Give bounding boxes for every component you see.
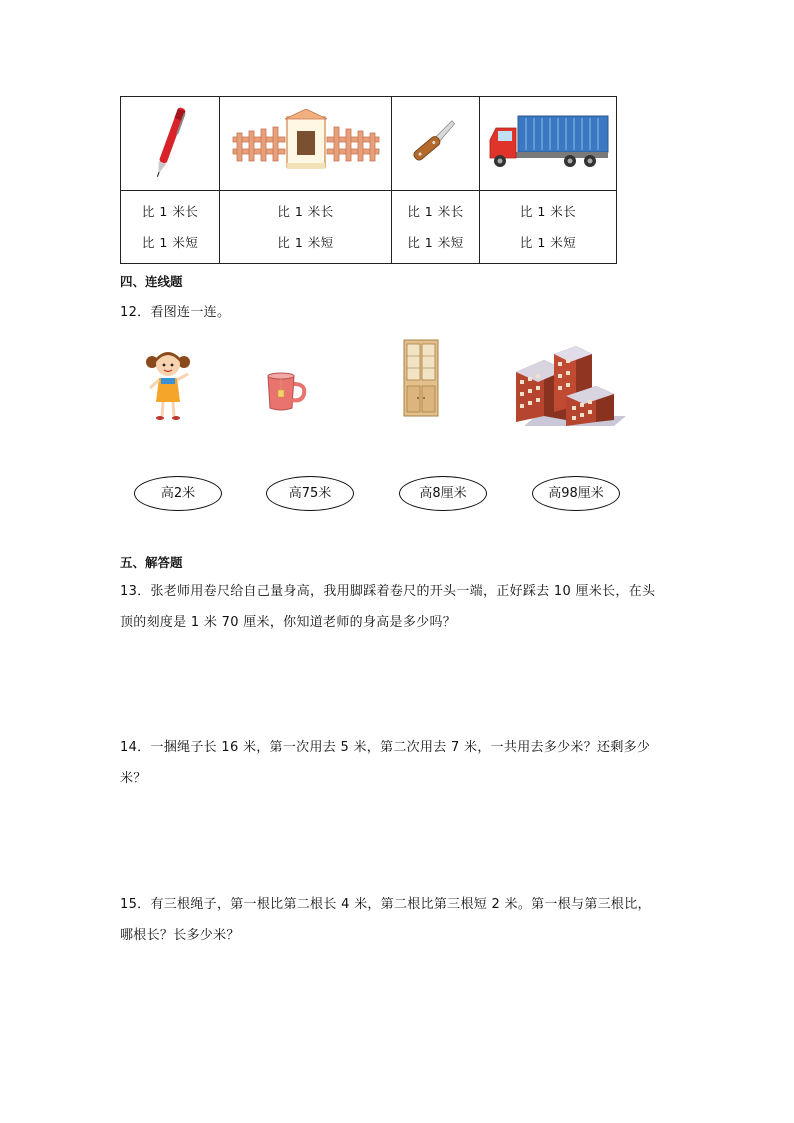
cup-picture (264, 372, 308, 412)
pen-icon (140, 102, 200, 182)
option-shorter: 比 1 米短 (519, 235, 577, 250)
comparison-table (120, 96, 617, 264)
knife-icon (408, 112, 464, 172)
height-label-2m[interactable]: 高2米 (134, 476, 222, 511)
pen-cell (121, 97, 220, 191)
height-label-75m[interactable]: 高75米 (266, 476, 354, 511)
option-longer: 比 1 米长 (407, 204, 464, 219)
option-shorter: 比 1 米短 (407, 235, 464, 250)
knife-cell (391, 97, 479, 191)
option-shorter: 比 1 米短 (141, 235, 199, 250)
knife-options (391, 191, 479, 264)
question-12: 12．看图连一连。 (120, 305, 231, 320)
girl-picture (144, 348, 192, 422)
option-longer: 比 1 米长 (277, 204, 334, 219)
height-label-8cm[interactable]: 高8厘米 (399, 476, 487, 511)
height-label-98cm[interactable]: 高98厘米 (532, 476, 620, 511)
question-14-line-1: 14．一捆绳子长 16 米，第一次用去 5 米，第二次用去 7 米，一共用去多少米？还剩多少 (120, 740, 651, 755)
question-15-line-2: 哪根长？长多少米？ (120, 928, 240, 943)
truck-options (480, 191, 617, 264)
cabinet-picture (402, 338, 440, 418)
fence-options (220, 191, 392, 264)
question-13-line-2: 顶的刻度是 1 米 70 厘米，你知道老师的身高是多少吗？ (120, 615, 457, 630)
pen-options (121, 191, 220, 264)
option-longer: 比 1 米长 (141, 204, 199, 219)
fence-cell (220, 97, 392, 191)
question-15-line-1: 15．有三根绳子，第一根比第二根长 4 米，第二根比第三根短 2 米。第一根与第三根比， (120, 897, 651, 912)
truck-icon (486, 114, 610, 170)
section-5-title: 五、解答题 (120, 555, 183, 570)
building-picture (514, 346, 626, 430)
option-shorter: 比 1 米短 (277, 235, 334, 250)
question-14-line-2: 米？ (120, 771, 147, 786)
fence-icon (231, 109, 381, 175)
truck-cell (480, 97, 617, 191)
section-4-title: 四、连线题 (120, 274, 183, 289)
option-longer: 比 1 米长 (519, 204, 577, 219)
question-13-line-1: 13．张老师用卷尺给自己量身高，我用脚踩着卷尺的开头一端，正好踩去 10 厘米长，在头 (120, 584, 656, 599)
